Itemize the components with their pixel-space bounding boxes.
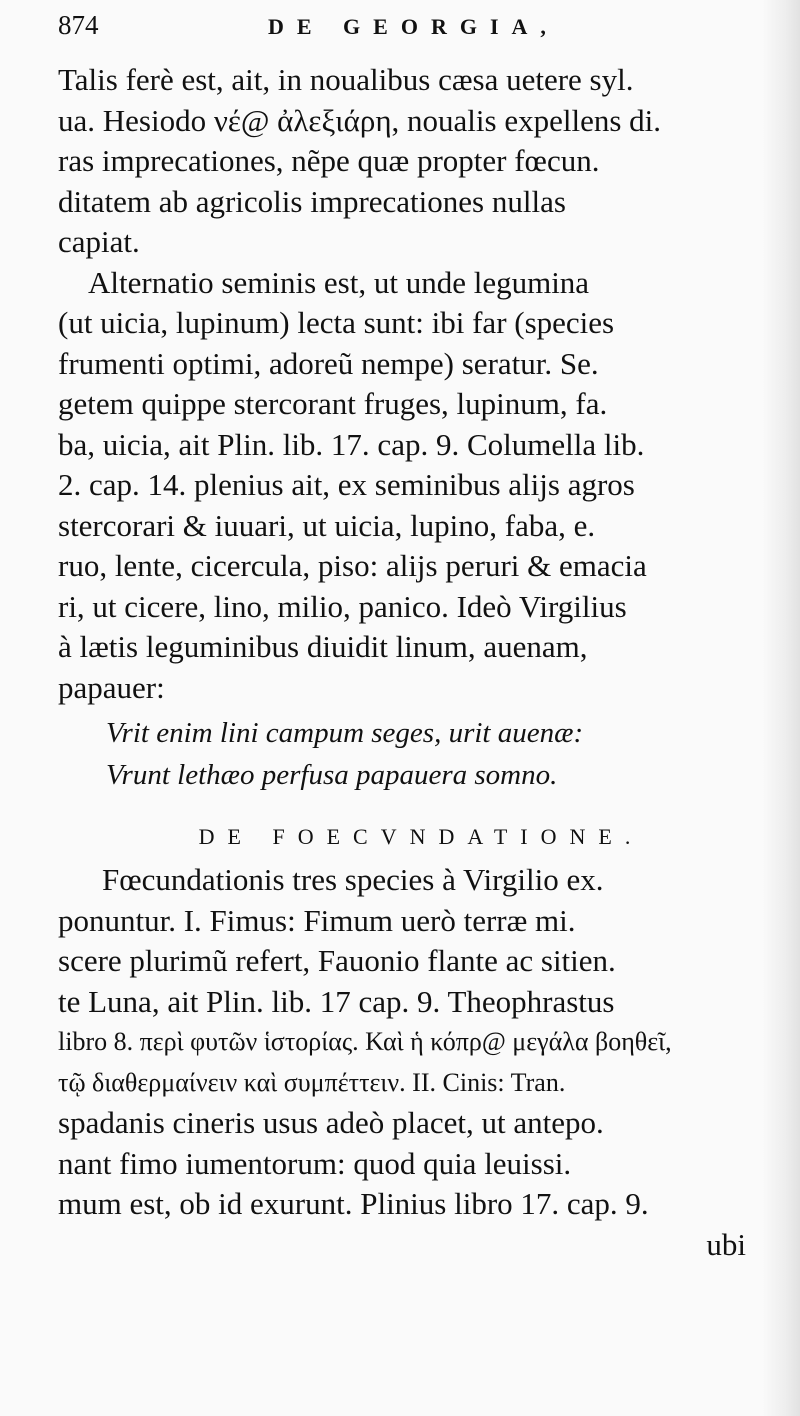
text-line: ua. Hesiodo νέ@ ἀλεξιάρη, noualis expellens di. xyxy=(58,102,662,138)
text-line: (ut uicia, lupinum) lecta sunt: ibi far (species xyxy=(58,305,615,340)
paragraph-1 xyxy=(58,60,754,263)
text-line-greek: libro 8. περὶ φυτῶν ἱστορίας. Καὶ ἡ κόπρ@ μεγάλα βοηθεῖ, xyxy=(58,1027,672,1056)
text-line: getem quippe stercorant fruges, lupinum, fa. xyxy=(58,386,608,421)
verse-line: Vrit enim lini campum seges, urit auenæ: xyxy=(106,717,584,749)
text-line: ponuntur. I. Fimus: Fimum uerò terræ mi. xyxy=(58,902,576,938)
verse-line: Vrunt lethæo perfusa papauera somno. xyxy=(106,759,558,791)
text-line: ruo, lente, cicercula, piso: alijs peruri & emacia xyxy=(58,548,647,583)
text-line: mum est, ob id exurunt. Plinius libro 17. cap. 9. xyxy=(58,1186,649,1221)
text-line-greek: τῷ διαθερμαίνειν καὶ συμπέττειν. II. Cinis: Tran. xyxy=(58,1067,566,1097)
text-line: ba, uicia, ait Plin. lib. 17. cap. 9. Columella lib. xyxy=(58,426,645,462)
text-line: spadanis cineris usus adeò placet, ut antepo. xyxy=(58,1105,604,1140)
text-line: Talis ferè est, ait, in noualibus cæsa uetere syl. xyxy=(58,62,634,97)
running-head: DE GEORGIA, xyxy=(268,14,559,39)
text-line: ditatem ab agricolis imprecationes nullas xyxy=(58,183,566,219)
verse-quote xyxy=(106,712,754,796)
paragraph-2 xyxy=(58,263,754,709)
text-line: papauer: xyxy=(58,669,165,705)
paragraph-3 xyxy=(58,860,754,1225)
text-line: te Luna, ait Plin. lib. 17 cap. 9. Theophrastus xyxy=(58,983,615,1019)
text-line: 2. cap. 14. plenius ait, ex seminibus alijs agros xyxy=(58,467,635,502)
catchword: ubi xyxy=(706,1226,746,1262)
text-line: ras imprecationes, nẽpe quæ propter fœcun. xyxy=(58,143,600,178)
page-number: 874 xyxy=(58,10,99,40)
text-line: Alternatio seminis est, ut unde legumina xyxy=(88,264,590,300)
text-line: à lætis leguminibus diuidit linum, auenam, xyxy=(58,629,588,664)
page-edge-shadow xyxy=(762,0,800,1416)
text-line: stercorari & iuuari, ut uicia, lupino, faba, e. xyxy=(58,507,596,543)
text-line: scere plurimũ refert, Fauonio flante ac sitien. xyxy=(58,943,616,978)
text-line: nant fimo iumentorum: quod quia leuissi. xyxy=(58,1145,572,1181)
page-header xyxy=(58,10,754,60)
text-line: capiat. xyxy=(58,224,140,259)
text-line: ri, ut cicere, lino, milio, panico. Ideò Virgilius xyxy=(58,588,627,624)
section-heading: DE FOECVNDATIONE. xyxy=(198,824,644,849)
text-line: frumenti optimi, adoreũ nempe) seratur. Se. xyxy=(58,345,599,381)
text-line: Fœcundationis tres species à Virgilio ex. xyxy=(102,862,604,897)
